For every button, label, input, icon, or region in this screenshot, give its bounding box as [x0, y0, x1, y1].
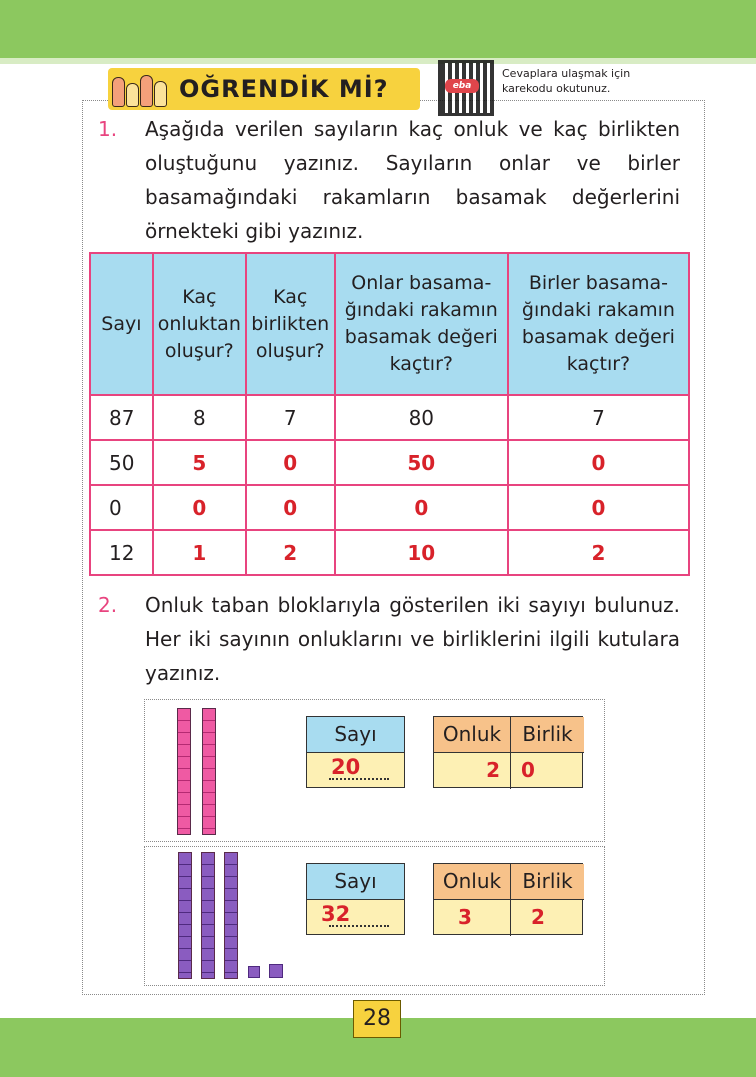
unit-cube-block	[269, 964, 283, 978]
cell-onlar-deger: 80	[335, 395, 508, 440]
answer-birler-deger[interactable]: 2	[508, 530, 689, 575]
answer-onluk[interactable]: 0	[153, 485, 246, 530]
question-2-text: Onluk taban bloklarıyla gösterilen iki sayıyı bulunuz. Her iki sayının onluklarını ve birliklerini ilgili kutulara yazınız.	[145, 593, 680, 685]
cell-sayi: 87	[90, 395, 153, 440]
cell-onluk: 8	[153, 395, 246, 440]
cell-sayi: 50	[90, 440, 153, 485]
header-onluk: Kaç onluktan oluşur?	[153, 253, 246, 395]
birlik-label: Birlik	[511, 864, 584, 900]
header-sayi: Sayı	[90, 253, 153, 395]
unit-cube-block	[248, 966, 260, 978]
birlik-label: Birlik	[511, 717, 584, 753]
cell-sayi: 0	[90, 485, 153, 530]
question-1-table	[89, 252, 690, 576]
ten-rod-block	[224, 852, 238, 979]
blocks-box-2	[144, 846, 605, 986]
table-row	[90, 395, 689, 440]
sayi-box	[306, 863, 405, 935]
table-row	[90, 485, 689, 530]
answer-dots	[329, 778, 389, 780]
answer-onluk[interactable]: 5	[153, 440, 246, 485]
ten-rod-block	[202, 708, 216, 835]
sayi-box	[306, 716, 405, 788]
ten-rod-block	[177, 708, 191, 835]
eba-logo: eba	[445, 79, 479, 93]
birlik-answer[interactable]: 2	[531, 905, 545, 929]
page-number: 28	[353, 1000, 401, 1038]
answer-dots	[329, 925, 389, 927]
sayi-answer[interactable]: 20	[331, 755, 361, 779]
question-1-text: Aşağıda verilen sayıların kaç onluk ve kaç birlikten oluştuğunu yazınız. Sayıların onlar ve birler basamağındaki rakamların basamak değerlerini örnekteki gibi yazınız.	[145, 117, 680, 243]
header-birlik: Kaç birlikten oluşur?	[246, 253, 335, 395]
onluk-answer[interactable]: 2	[434, 753, 511, 789]
onluk-label: Onluk	[434, 717, 511, 753]
answer-onlar-deger[interactable]: 50	[335, 440, 508, 485]
sayi-label: Sayı	[307, 864, 404, 900]
section-title: OĞRENDİK Mİ?	[179, 75, 389, 103]
cell-birler-deger: 7	[508, 395, 689, 440]
answer-birlik[interactable]: 0	[246, 440, 335, 485]
qr-note: Cevaplara ulaşmak için karekodu okutunuz.	[502, 67, 631, 95]
onluk-birlik-box	[433, 716, 583, 788]
question-1-number: 1.	[98, 117, 118, 141]
answer-birlik[interactable]: 2	[246, 530, 335, 575]
section-title-banner	[108, 68, 420, 110]
top-green-band	[0, 0, 756, 58]
answer-birlik[interactable]: 0	[246, 485, 335, 530]
answer-onluk[interactable]: 1	[153, 530, 246, 575]
answer-onlar-deger[interactable]: 10	[335, 530, 508, 575]
ten-rod-block	[178, 852, 192, 979]
question-2-number: 2.	[98, 593, 118, 617]
sayi-answer[interactable]: 32	[321, 902, 351, 926]
answer-birler-deger[interactable]: 0	[508, 440, 689, 485]
cell-sayi: 12	[90, 530, 153, 575]
sayi-label: Sayı	[307, 717, 404, 753]
raised-hands-icon	[112, 71, 167, 107]
onluk-label: Onluk	[434, 864, 511, 900]
table-row	[90, 530, 689, 575]
header-birler-deger: Birler basama- ğındaki rakamın basamak değeri kaçtır?	[508, 253, 689, 395]
onluk-birlik-box	[433, 863, 583, 935]
answer-onlar-deger[interactable]: 0	[335, 485, 508, 530]
cell-birlik: 7	[246, 395, 335, 440]
table-row	[90, 440, 689, 485]
header-onlar-deger: Onlar basama- ğındaki rakamın basamak değeri kaçtır?	[335, 253, 508, 395]
ten-rod-block	[201, 852, 215, 979]
onluk-answer[interactable]: 3	[434, 900, 511, 936]
blocks-box-1	[144, 699, 605, 842]
answer-birler-deger[interactable]: 0	[508, 485, 689, 530]
birlik-answer[interactable]: 0	[521, 758, 535, 782]
